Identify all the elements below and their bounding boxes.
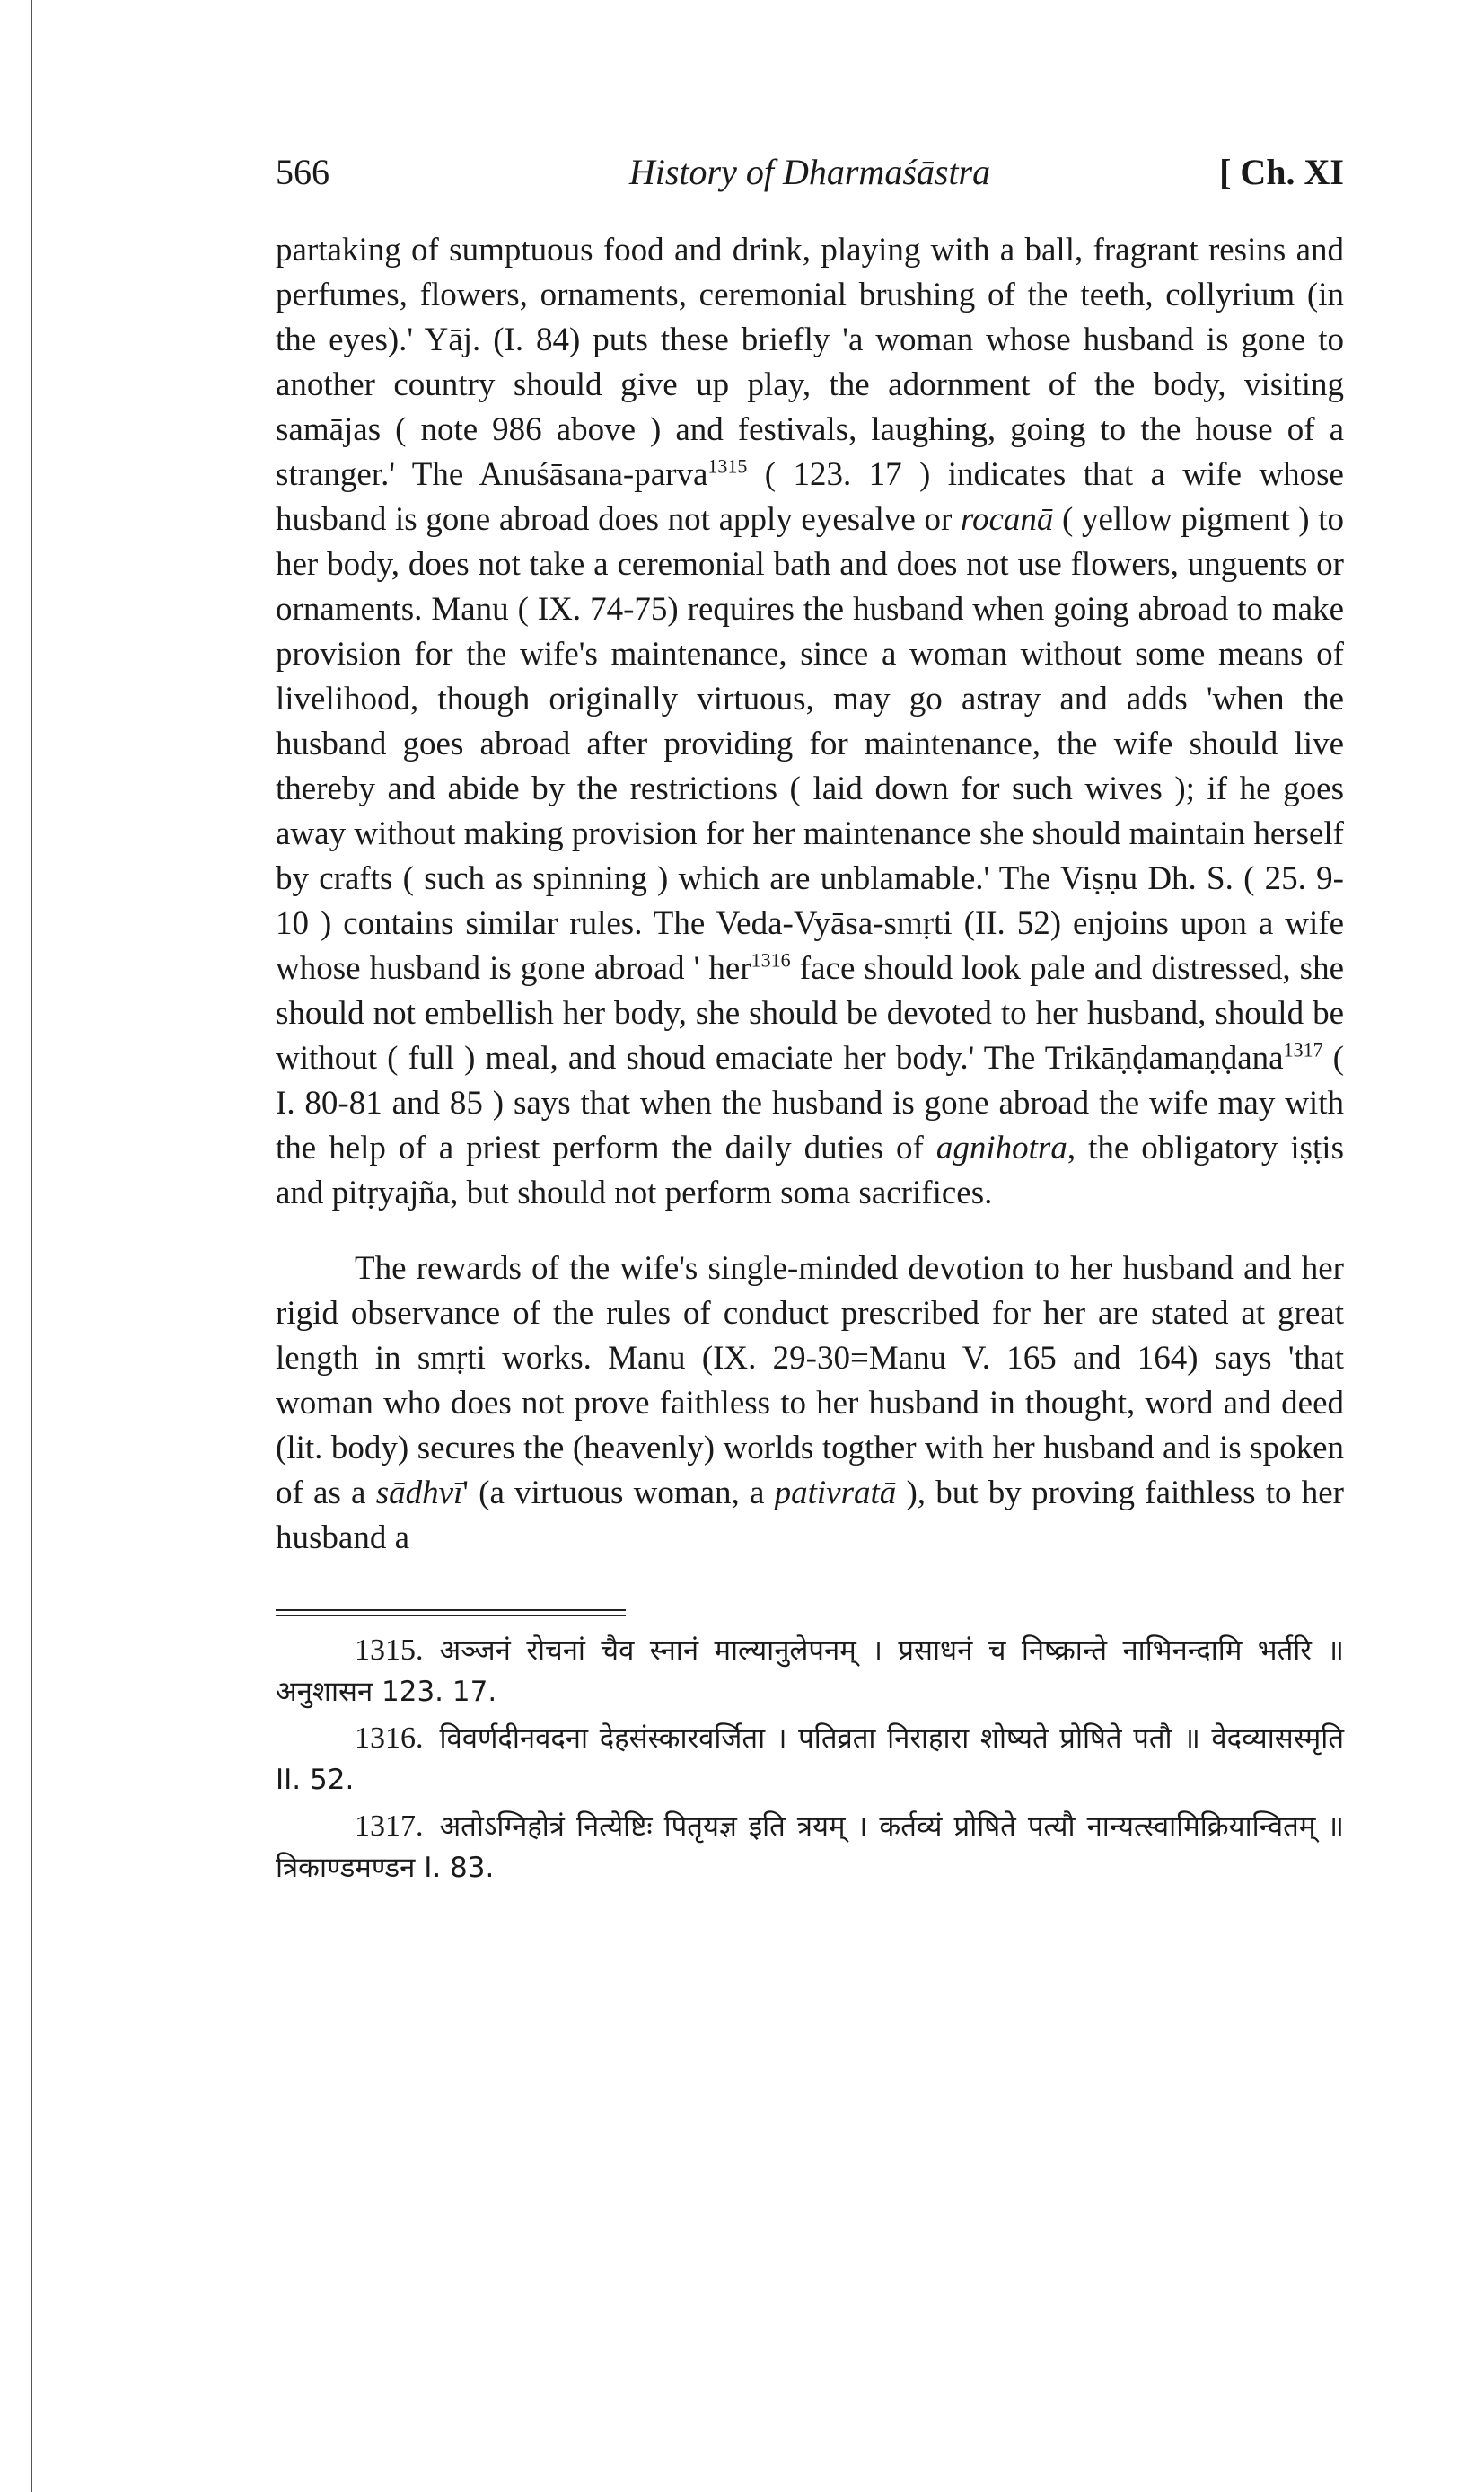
italic-term: rocanā	[960, 501, 1054, 538]
italic-term: agnihotra	[935, 1130, 1067, 1167]
footnotes	[276, 1630, 1344, 1894]
footnote-number: 1317.	[355, 1810, 424, 1843]
footnote-ref-1316: 1316	[751, 948, 791, 972]
footnote-1316	[276, 1718, 1344, 1801]
footnote-1317	[276, 1806, 1344, 1889]
page-header	[276, 151, 1344, 205]
footnote-text: अञ्जनं रोचनां चैव स्नानं माल्यानुलेपनम् । प्रसाधनं च निष्क्रान्ते नाभिनन्दामि भर्तरि ॥ अनुशासन 123. 17.	[276, 1634, 1344, 1708]
footnote-text: विवर्णदीनवदना देहसंस्कारवर्जिता । पतिव्रता निराहारा शोष्यते प्रोषिते पतौ ॥ वेदव्यासस्मृति II. 52.	[276, 1722, 1344, 1796]
page-number: 566	[276, 152, 329, 192]
text-run: ( 123. 17 ) indicates that a wife whose husband is gone abroad does not apply eyesalve or	[276, 456, 1344, 538]
italic-term: pativratā	[774, 1475, 897, 1511]
footnote-number: 1315.	[355, 1633, 424, 1667]
main-text	[276, 228, 1344, 1561]
footnote-text: अतोऽग्निहोत्रं नित्येष्टिः पितृयज्ञ इति त्रयम् । कर्तव्यं प्रोषिते पत्यौ नान्यत्स्वामिक्रियान्वितम् ॥ त्रिकाण्डमण्डन I. 83.	[276, 1810, 1344, 1884]
footnote-ref-1315: 1315	[707, 454, 748, 478]
footnote-1315	[276, 1630, 1344, 1713]
paragraph-2	[276, 1246, 1344, 1561]
running-title: History of Dharmaśāstra	[628, 152, 991, 192]
text-run: , the obligatory iṣṭis and pitṛyajña, but should not perform soma sacrifices.	[276, 1130, 1344, 1211]
chapter-label: [ Ch. XI	[1219, 152, 1344, 192]
text-run: ( yellow pigment ) to her body, does not take a ceremonial bath and does not use flowers, unguents or ornaments. Manu ( IX. 74-75) requires the husband when going abroad to make provision for the wife's maintenance, since a woman without some means of livelihood, though originally virtuous, may go astray and adds 'when the husband goes abroad after providing for maintenance, the wife should live thereby and abide by the restrictions ( laid down for such wives ); if he goes away without making provision for her maintenance she should maintain herself by crafts ( such as spinning ) which are unblamable.' The Viṣṇu Dh. S. ( 25. 9-10 ) contains similar rules. The Veda-Vyāsa-smṛti (II. 52) enjoins upon a wife whose husband is gone abroad ' her	[276, 501, 1344, 987]
footnote-number: 1316.	[355, 1722, 424, 1755]
footnote-ref-1317: 1317	[1283, 1038, 1323, 1061]
scan-edge-line	[31, 0, 32, 2492]
italic-term: sādhvī	[375, 1475, 463, 1511]
text-run: partaking of sumptuous food and drink, playing with a ball, fragrant resins and perfumes, flowers, ornaments, ceremonial brushing of the teeth, collyrium (in the eyes).' Yāj. (I. 84) puts these briefly 'a woman whose husband is gone to another country should give up play, the adornment of the body, visiting samājas ( note 986 above ) and festivals, laughing, going to the house of a stranger.' The Anuśāsana-parva	[276, 232, 1344, 493]
footnote-divider	[276, 1609, 626, 1611]
text-run: ( I. 80-81 and 85 ) says that when the husband is gone abroad the wife may with the help of a priest perform the daily duties of	[276, 1040, 1345, 1167]
footnote-divider-thin	[276, 1615, 626, 1616]
text-run: face should look pale and distressed, she should not embellish her body, she should be devoted to her husband, should be without ( full ) meal, and shoud emaciate her body.' The Trikāṇḍamaṇḍana	[276, 950, 1344, 1077]
text-run: ' (a virtuous woman, a	[462, 1475, 775, 1511]
paragraph-1	[276, 228, 1344, 1216]
text-run: The rewards of the wife's single-minded devotion to her husband and her rigid observance of the rules of conduct prescribed for her are stated at great length in smṛti works. Manu (IX. 29-30=Manu V. 165 and 164) says 'that woman who does not prove faithless to her husband in thought, word and deed (lit. body) secures the (heavenly) worlds togther with her husband and is spoken of as a	[276, 1250, 1344, 1511]
text-run: ), but by proving faithless to her husband a	[276, 1475, 1344, 1556]
